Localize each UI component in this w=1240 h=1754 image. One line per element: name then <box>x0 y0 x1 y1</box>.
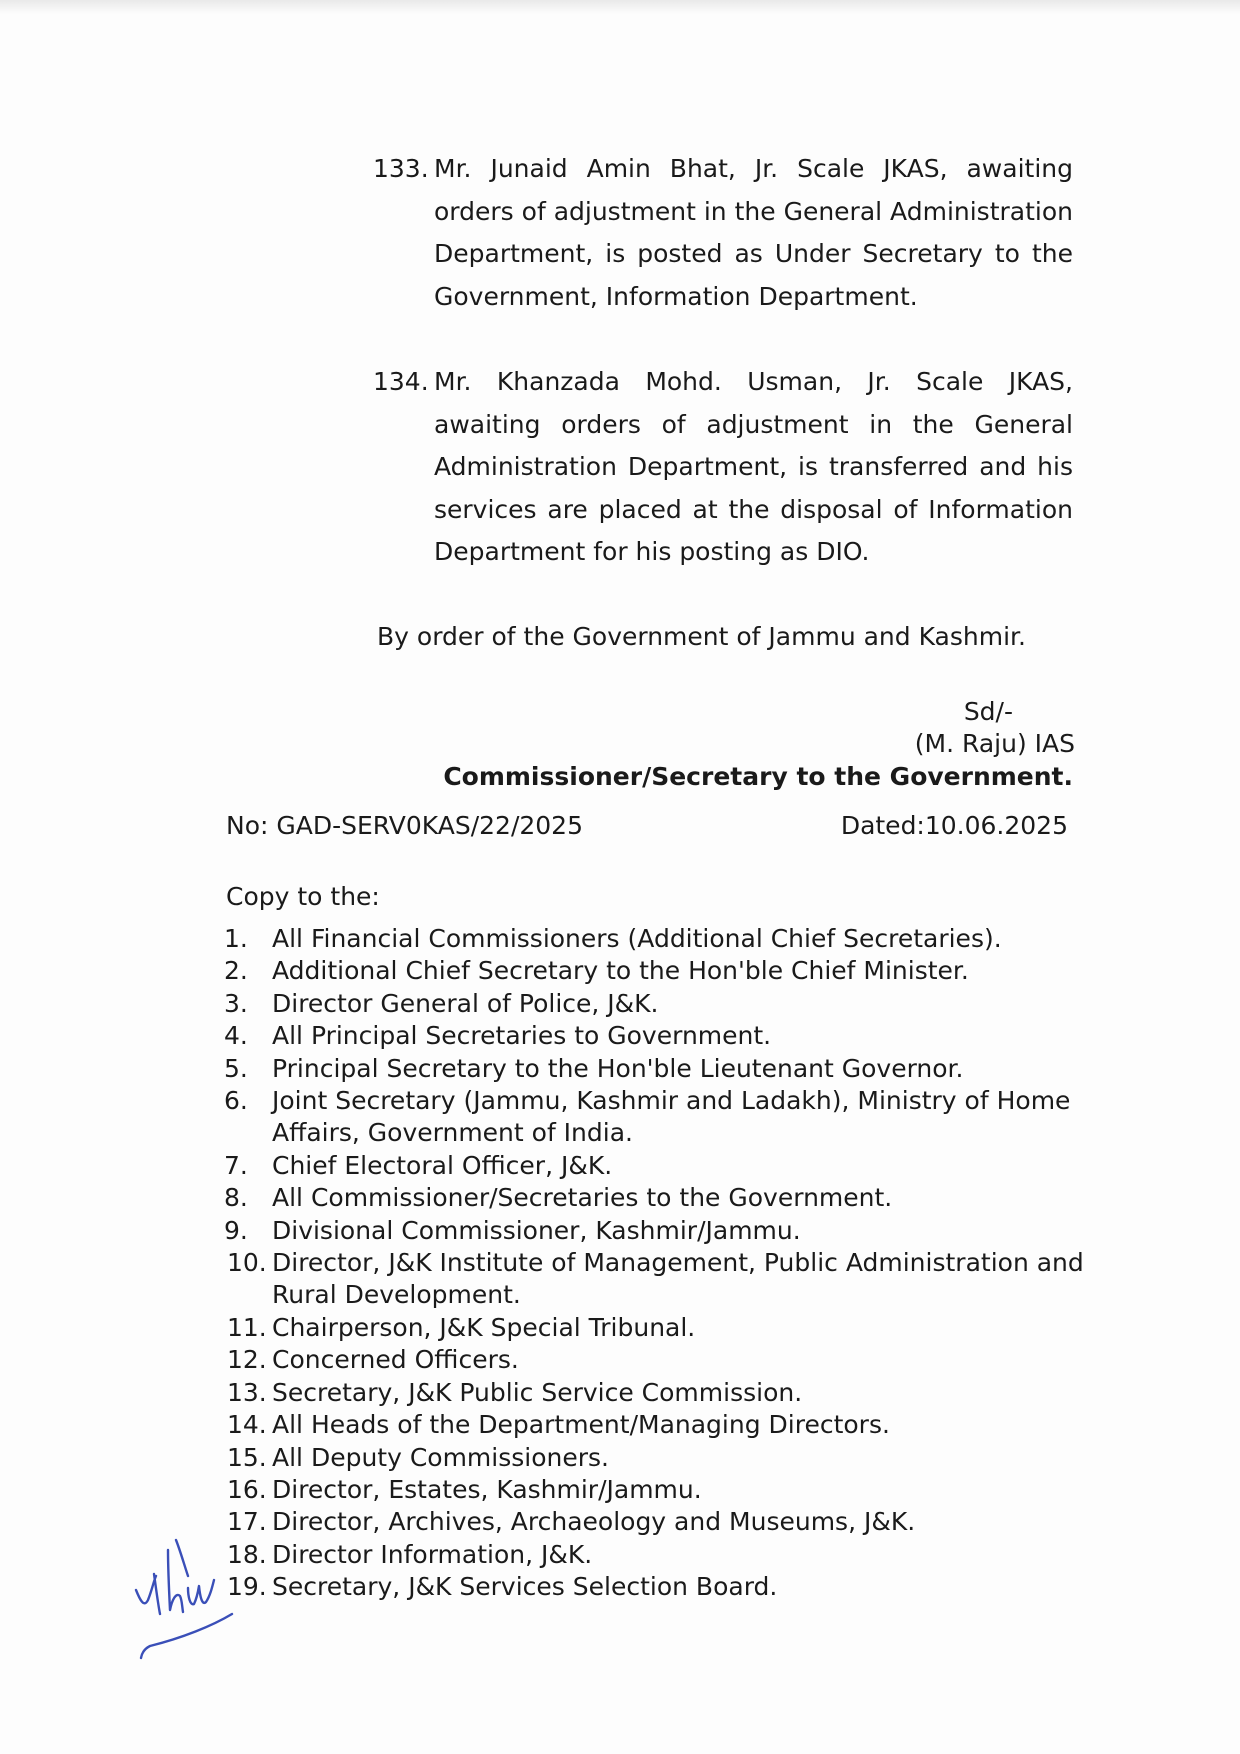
copy-to-item <box>224 955 1084 987</box>
copy-to-item-number: 13. <box>227 1377 267 1407</box>
order-date: Dated:10.06.2025 <box>840 811 1068 840</box>
copy-to-item-text: All Financial Commissioners (Additional Chief Secretaries). <box>272 924 1002 953</box>
copy-to-item-number: 18. <box>227 1539 267 1569</box>
handwritten-initials <box>132 1530 242 1660</box>
copy-to-item-text: Principal Secretary to the Hon'ble Lieutenant Governor. <box>272 1053 964 1083</box>
copy-to-item-text: Chief Electoral Officer, J&K. <box>272 1150 613 1180</box>
copy-to-item-text: Secretary, J&K Public Service Commission. <box>272 1377 803 1407</box>
copy-to-item-text: All Commissioner/Secretaries to the Government. <box>272 1183 893 1213</box>
paragraph-number: 134. <box>373 367 429 396</box>
copy-to-item-number: 7. <box>224 1150 248 1180</box>
copy-to-item <box>224 1409 1084 1441</box>
copy-to-item-number: 2. <box>224 956 248 986</box>
copy-to-item <box>224 1377 1084 1409</box>
closing-line: By order of the Government of Jammu and Kashmir. <box>377 622 1026 651</box>
copy-to-item-text: Divisional Commissioner, Kashmir/Jammu. <box>272 1215 801 1245</box>
scan-edge <box>0 0 1240 14</box>
copy-to-item <box>224 1539 1084 1571</box>
paragraph-text: Mr. Junaid Amin Bhat, Jr. Scale JKAS, awaiting orders of adjustment in the General Administration Department, is posted as Under Secretary to the Government, Information Department. <box>434 154 1073 311</box>
copy-to-item-text: All Deputy Commissioners. <box>272 1442 609 1472</box>
copy-to-item <box>224 1442 1084 1474</box>
copy-to-item <box>224 1150 1084 1182</box>
copy-to-item-text: Director, Archives, Archaeology and Museums, J&K. <box>272 1507 916 1537</box>
copy-to-item-number: 9. <box>224 1215 248 1245</box>
copy-to-item-number: 8. <box>224 1183 248 1213</box>
copy-to-item <box>224 1474 1084 1506</box>
copy-to-item-text: Director General of Police, J&K. <box>272 988 659 1018</box>
paragraph-number: 133. <box>373 154 429 183</box>
copy-to-heading: Copy to the: <box>226 882 380 911</box>
order-paragraph-133 <box>373 148 1073 318</box>
copy-to-item-text: Director, Estates, Kashmir/Jammu. <box>272 1474 702 1504</box>
copy-to-item <box>224 1312 1084 1344</box>
copy-to-item-text: Concerned Officers. <box>272 1345 519 1375</box>
copy-to-item-text: Chairperson, J&K Special Tribunal. <box>272 1312 696 1342</box>
copy-to-item-text: Joint Secretary (Jammu, Kashmir and Ladakh), Ministry of Home Affairs, Government of India. <box>272 1086 1071 1148</box>
copy-to-item-text: Secretary, J&K Services Selection Board. <box>272 1572 778 1602</box>
copy-to-item <box>224 1506 1084 1538</box>
copy-to-item-number: 3. <box>224 988 248 1018</box>
copy-to-item-number: 10. <box>227 1248 267 1278</box>
copy-to-item-number: 5. <box>224 1053 248 1083</box>
order-number: No: GAD-SERV0KAS/22/2025 <box>226 811 583 840</box>
copy-to-item-text: Additional Chief Secretary to the Hon'ble Chief Minister. <box>272 956 969 986</box>
order-paragraph-134 <box>373 361 1073 574</box>
copy-to-item <box>224 1085 1084 1150</box>
copy-to-item <box>224 1247 1084 1312</box>
copy-to-item-number: 11. <box>227 1312 267 1342</box>
copy-to-item <box>224 923 1084 955</box>
signatory-name: (M. Raju) IAS <box>914 729 1075 758</box>
copy-to-item <box>224 1182 1084 1214</box>
copy-to-item-text: All Principal Secretaries to Government. <box>272 1021 772 1051</box>
copy-to-item <box>224 1344 1084 1376</box>
copy-to-item <box>224 1571 1084 1603</box>
copy-to-item-number: 19. <box>227 1572 267 1602</box>
copy-to-item-number: 17. <box>227 1507 267 1537</box>
copy-to-item-number: 4. <box>224 1021 248 1051</box>
copy-to-item-number: 12. <box>227 1345 267 1375</box>
copy-to-item-number: 14. <box>227 1410 267 1440</box>
paragraph-text: Mr. Khanzada Mohd. Usman, Jr. Scale JKAS, awaiting orders of adjustment in the General Administration Department, is transferred and his services are placed at the disposal of Information Department for his posting as DIO. <box>434 367 1073 566</box>
copy-to-item <box>224 1020 1084 1052</box>
copy-to-item-number: 16. <box>227 1474 267 1504</box>
copy-to-item-number: 15. <box>227 1442 267 1472</box>
copy-to-item-text: Director, J&K Institute of Management, Public Administration and Rural Development. <box>272 1248 1084 1310</box>
copy-to-item <box>224 1053 1084 1085</box>
copy-to-item <box>224 1215 1084 1247</box>
copy-to-item-number: 1. <box>224 924 248 953</box>
copy-to-list <box>224 923 1084 1604</box>
copy-to-item-number: 6. <box>224 1086 248 1116</box>
copy-to-item-text: All Heads of the Department/Managing Directors. <box>272 1410 890 1440</box>
signatory-title: Commissioner/Secretary to the Government. <box>443 762 1073 791</box>
signed-mark: Sd/- <box>963 697 1013 726</box>
copy-to-item <box>224 988 1084 1020</box>
copy-to-item-text: Director Information, J&K. <box>272 1539 593 1569</box>
